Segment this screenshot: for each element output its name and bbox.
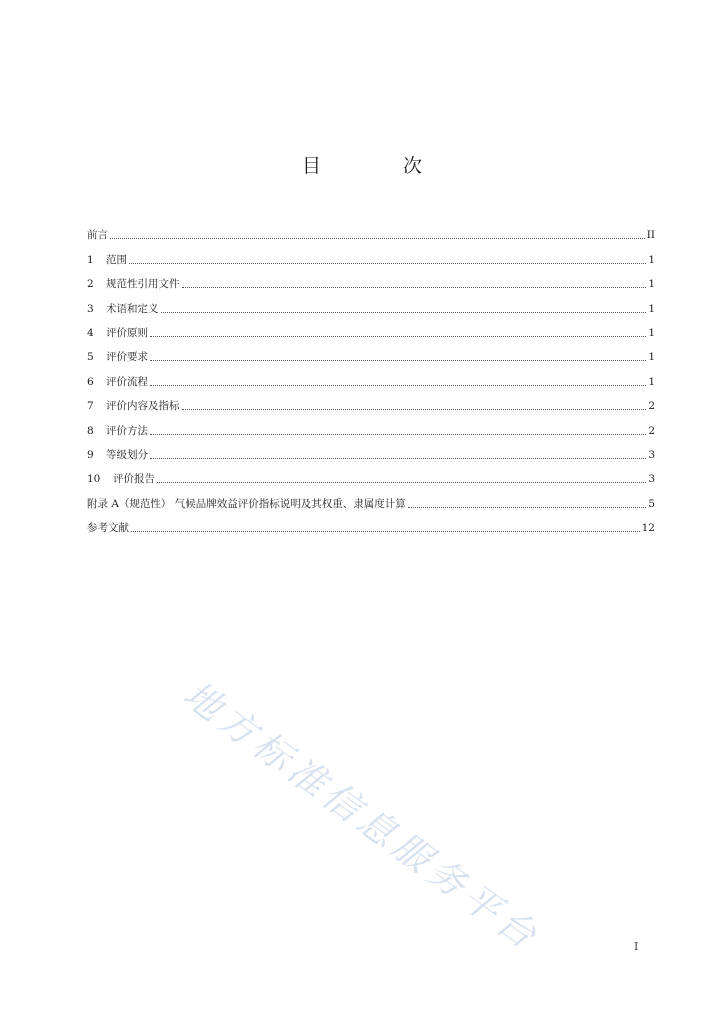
- toc-leader-dots: [150, 434, 646, 435]
- toc-leader-dots: [150, 336, 646, 337]
- toc-entry[interactable]: [87, 316, 655, 340]
- toc-entry-title: 术语和定义: [106, 302, 159, 315]
- toc-entry-page: 1: [648, 253, 655, 266]
- toc-entry-title: 参考文献: [87, 522, 129, 535]
- toc-entry-title: 评价方法: [106, 424, 148, 437]
- toc-entry-page: 2: [648, 400, 655, 413]
- toc-entry-number: 6: [87, 375, 94, 388]
- toc-entry-page: 3: [648, 448, 655, 461]
- toc-entry[interactable]: [87, 486, 655, 510]
- toc-leader-dots: [150, 360, 646, 361]
- page-number: I: [634, 940, 639, 953]
- toc-entry-page: 1: [648, 302, 655, 315]
- toc-leader-dots: [110, 238, 645, 239]
- toc-entry-title: 评价内容及指标: [106, 400, 180, 413]
- toc-leader-dots: [129, 263, 646, 264]
- toc-entry-page: 1: [648, 375, 655, 388]
- toc-entry-page: II: [646, 229, 655, 242]
- toc-entry[interactable]: [87, 218, 655, 242]
- toc-entry-number: 10: [87, 473, 101, 486]
- toc-leader-dots: [157, 482, 646, 483]
- toc-entry-number: 1: [87, 253, 94, 266]
- toc-leader-dots: [131, 531, 640, 532]
- toc-leader-dots: [150, 458, 646, 459]
- toc-entry[interactable]: [87, 340, 655, 364]
- toc-entry-page: 3: [648, 473, 655, 486]
- toc-entry-number: 5: [87, 351, 94, 364]
- toc-entry-title: 评价要求: [106, 351, 148, 364]
- toc-leader-dots: [182, 409, 647, 410]
- toc-entry-title: 前言: [87, 229, 108, 242]
- toc-entry-title: 规范性引用文件: [106, 278, 180, 291]
- toc-leader-dots: [408, 507, 647, 508]
- toc-entry-title: 评价流程: [106, 375, 148, 388]
- toc-entry[interactable]: [87, 364, 655, 388]
- toc-entry-title: 附录 A（规范性） 气候品牌效益评价指标说明及其权重、隶属度计算: [87, 497, 406, 510]
- toc-entry-page: 5: [648, 497, 655, 510]
- toc-entry-title: 评价报告: [113, 473, 155, 486]
- toc-entry[interactable]: [87, 291, 655, 315]
- toc-entry-page: 1: [648, 326, 655, 339]
- toc-leader-dots: [150, 385, 646, 386]
- toc-entry-title: 范围: [106, 253, 127, 266]
- toc-entry-number: 4: [87, 326, 94, 339]
- toc-entry-number: 2: [87, 278, 94, 291]
- toc-entry-number: 7: [87, 400, 94, 413]
- toc-entry[interactable]: [87, 438, 655, 462]
- toc-entry-page: 12: [641, 522, 655, 535]
- toc-entry[interactable]: [87, 413, 655, 437]
- toc-entry[interactable]: [87, 462, 655, 486]
- toc-leader-dots: [161, 312, 647, 313]
- toc-title: 目 次: [301, 155, 461, 177]
- toc-entry-page: 1: [648, 351, 655, 364]
- toc-entry-number: 3: [87, 302, 94, 315]
- toc-entry[interactable]: [87, 389, 655, 413]
- table-of-contents: [87, 218, 655, 535]
- toc-entry-page: 1: [648, 278, 655, 291]
- toc-entry[interactable]: [87, 267, 655, 291]
- toc-entry-title: 评价原则: [106, 326, 148, 339]
- toc-entry-title: 等级划分: [106, 448, 148, 461]
- watermark-text: 地方标准信息服务平台: [175, 672, 549, 960]
- toc-entry[interactable]: [87, 242, 655, 266]
- toc-entry[interactable]: [87, 511, 655, 535]
- toc-entry-number: 8: [87, 424, 94, 437]
- toc-entry-number: 9: [87, 448, 94, 461]
- toc-leader-dots: [182, 287, 647, 288]
- toc-entry-page: 2: [648, 424, 655, 437]
